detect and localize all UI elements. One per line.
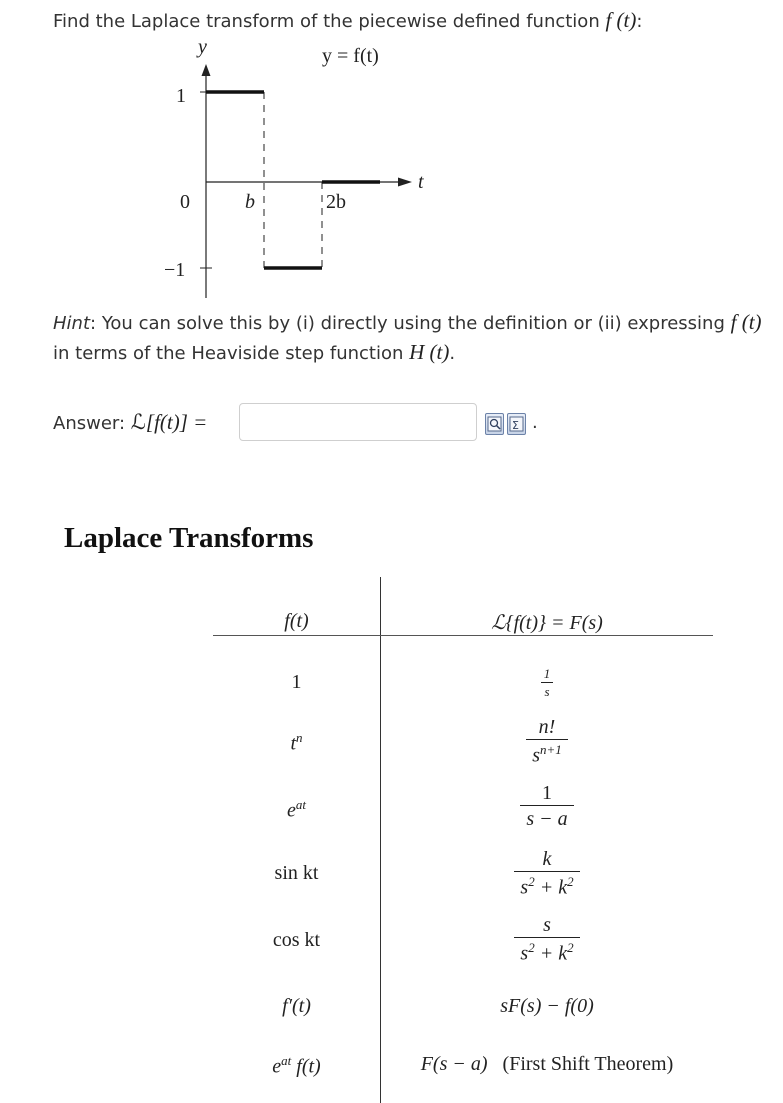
answer-dot: . — [532, 412, 538, 433]
table-row-6-left: f′(t) — [282, 995, 311, 1017]
piecewise-graph — [0, 0, 783, 300]
table-header-left: f(t) — [284, 610, 309, 632]
preview-button[interactable] — [485, 413, 504, 435]
table-row-3-right: $\frac{1}{s - a}$ — [381, 782, 713, 831]
question-text: Find the Laplace transform of the piecewise defined function f (t): — [53, 8, 643, 32]
y-axis-arrow — [202, 64, 211, 76]
question-function: f (t) — [605, 8, 637, 32]
t-axis-label: t — [418, 171, 424, 193]
table-row-6-right: sF(s) − f(0) — [500, 995, 594, 1017]
y-tick-0: 0 — [180, 191, 190, 213]
equation-editor-button[interactable] — [507, 413, 526, 435]
preview-icon — [487, 416, 502, 432]
table-row-1-left: 1 — [291, 671, 302, 693]
table-row-5-right: $\frac{s}{s^2 + k^2}$ — [381, 914, 713, 966]
table-row-2-right: $\frac{n!}{s^{n+1}}$ — [381, 716, 713, 768]
table-header-rule — [213, 635, 713, 636]
table-row-7-right: F(s − a) (First Shift Theorem) — [420, 1053, 674, 1075]
table-row-4-right: $\frac{k}{s^2 + k^2}$ — [381, 848, 713, 900]
t-axis-arrow — [398, 178, 412, 187]
table-row-2-left: $t^n$ — [290, 730, 303, 755]
y-axis-label: y — [198, 36, 207, 58]
answer-input[interactable] — [239, 403, 477, 441]
table-header-right: ℒ{f(t)} = F(s) — [491, 612, 603, 634]
table-row-5-left: cos kt — [272, 929, 321, 951]
table-row-7-left: $e^{at}$ f(t) — [272, 1053, 321, 1078]
table-vertical-rule — [380, 577, 381, 1103]
table-row-4-left: sin kt — [274, 862, 319, 884]
answer-label: Answer: ℒ[f(t)] = — [53, 410, 208, 434]
x-tick-2b: 2b — [326, 191, 346, 213]
x-tick-b: b — [245, 191, 255, 213]
hint-label: Hint — [53, 313, 91, 334]
curve-label: y = f(t) — [322, 45, 379, 67]
y-tick-neg1: −1 — [164, 259, 186, 281]
hint-text: Hint: You can solve this by (i) directly using the definition or (ii) expressing f (t) in terms of the Heaviside step function H (t). — [53, 310, 762, 364]
table-row-3-left: $e^{at}$ — [286, 797, 306, 822]
svg-text:Σ: Σ — [512, 419, 519, 432]
laplace-title: Laplace Transforms — [64, 522, 314, 554]
equation-editor-icon — [509, 416, 524, 432]
table-row-1-right: $\frac{1}{s}$ — [381, 666, 713, 700]
y-tick-1: 1 — [176, 85, 186, 107]
